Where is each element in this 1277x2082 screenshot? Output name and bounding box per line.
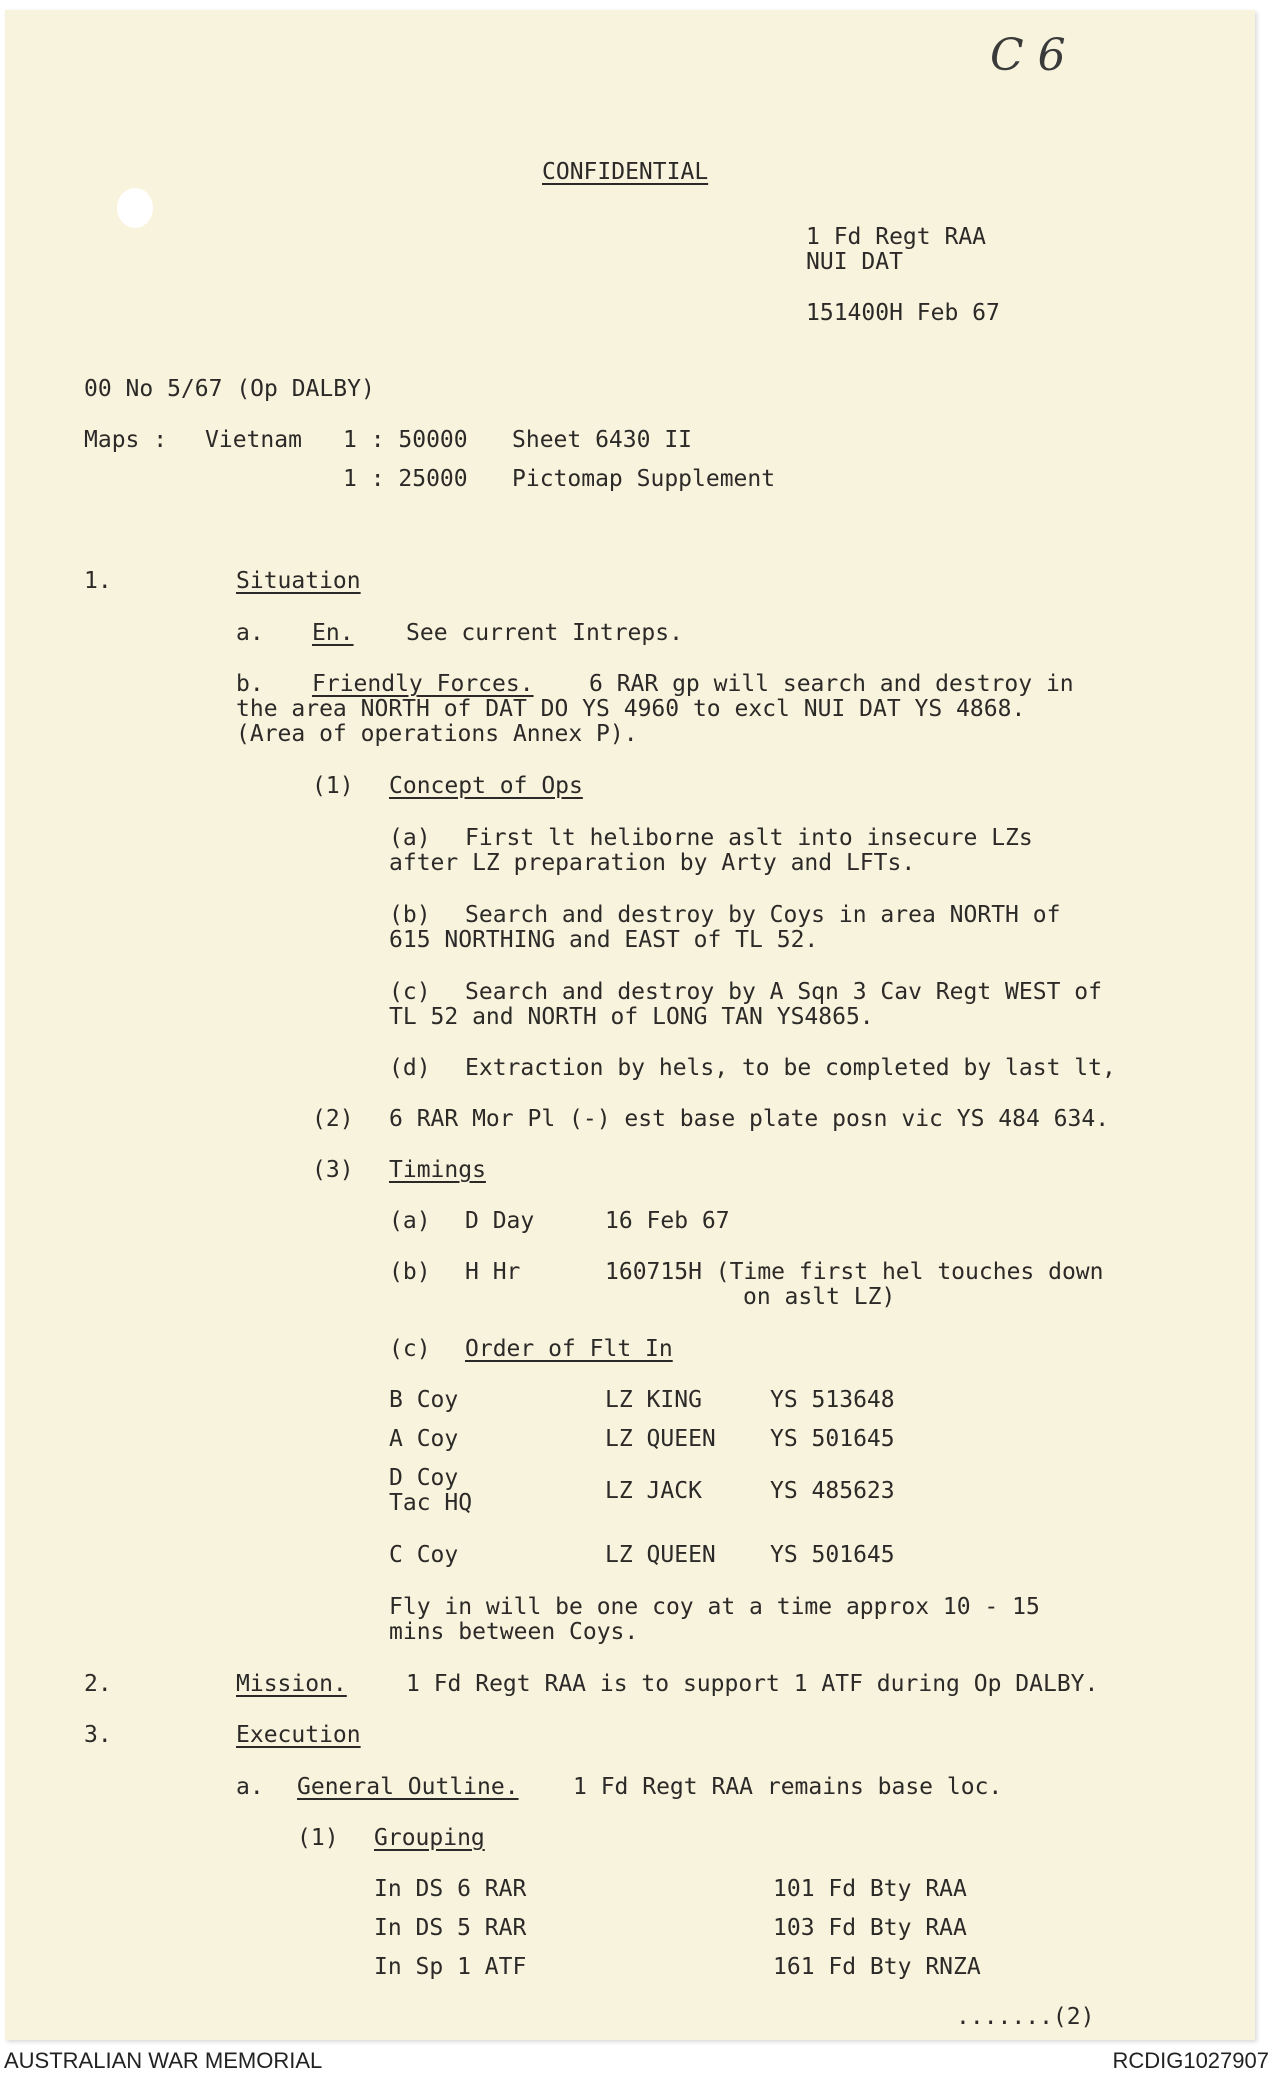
grouping-role: In Sp 1 ATF [374, 1954, 527, 1980]
friendly-forces-text: the area NORTH of DAT DO YS 4960 to excl NUI DAT YS 4868. [236, 696, 1026, 722]
sub-number: (3) [312, 1157, 354, 1183]
grouping-role: In DS 5 RAR [374, 1915, 527, 1941]
mission-heading: Mission. [236, 1671, 347, 1697]
para-number: 3. [84, 1722, 112, 1748]
timing-value: on aslt LZ) [743, 1284, 896, 1310]
order-number: 00 No 5/67 (Op DALBY) [84, 376, 375, 402]
friendly-forces-text: 6 RAR gp will search and destroy in [589, 671, 1074, 697]
timing-label: H Hr [465, 1259, 521, 1285]
classification-heading: CONFIDENTIAL [542, 159, 709, 185]
grouping-battery: 161 Fd Bty RNZA [773, 1954, 981, 1980]
sub-letter: a. [236, 1774, 264, 1800]
continuation-marker: .......(2) [956, 2004, 1095, 2030]
map-description: Pictomap Supplement [512, 466, 776, 492]
grouping-role: In DS 6 RAR [374, 1876, 527, 1902]
unit-line-1: 1 Fd Regt RAA [806, 224, 987, 250]
para-number: 1. [84, 568, 112, 594]
concept-heading: Concept of Ops [389, 773, 583, 799]
flight-unit: Tac HQ [389, 1490, 473, 1516]
maps-label: Maps : [84, 427, 168, 453]
enemy-text: See current Intreps. [406, 620, 683, 646]
map-description: Sheet 6430 II [512, 427, 693, 453]
concept-item-text: TL 52 and NORTH of LONG TAN YS4865. [389, 1004, 874, 1030]
friendly-forces-text: (Area of operations Annex P). [236, 721, 638, 747]
mission-text: 1 Fd Regt RAA is to support 1 ATF during Op DALBY. [406, 1671, 1099, 1697]
flight-unit: B Coy [389, 1387, 459, 1413]
sub-number: (1) [312, 773, 354, 799]
flight-unit: A Coy [389, 1426, 459, 1452]
execution-heading: Execution [236, 1722, 361, 1748]
sub-number: (1) [297, 1825, 339, 1851]
flight-order-heading: Order of Flt In [465, 1336, 673, 1362]
sub-letter: a. [236, 620, 264, 646]
timing-value: 16 Feb 67 [605, 1208, 730, 1234]
flight-grid: YS 513648 [770, 1387, 895, 1413]
timing-value: 160715H (Time first hel touches down [605, 1259, 1104, 1285]
flight-lz: LZ QUEEN [605, 1426, 716, 1452]
handwritten-reference: C 6 [990, 30, 1066, 81]
maps-country: Vietnam [205, 427, 302, 453]
item-id: (d) [389, 1055, 431, 1081]
mortar-text: 6 RAR Mor Pl (-) est base plate posn vic YS 484 634. [389, 1106, 1110, 1132]
footer-source: AUSTRALIAN WAR MEMORIAL [4, 2048, 323, 2073]
enemy-label: En. [312, 620, 354, 646]
grouping-battery: 101 Fd Bty RAA [773, 1876, 967, 1902]
item-id: (a) [389, 1208, 431, 1234]
flight-note: mins between Coys. [389, 1619, 639, 1645]
item-id: (c) [389, 979, 431, 1005]
situation-heading: Situation [236, 568, 361, 594]
timings-heading: Timings [389, 1157, 486, 1183]
grouping-heading: Grouping [374, 1825, 485, 1851]
general-outline-label: General Outline. [297, 1774, 519, 1800]
general-outline-text: 1 Fd Regt RAA remains base loc. [573, 1774, 1003, 1800]
flight-lz: LZ JACK [605, 1478, 702, 1504]
grouping-battery: 103 Fd Bty RAA [773, 1915, 967, 1941]
item-id: (c) [389, 1336, 431, 1362]
punch-hole [117, 188, 153, 228]
sub-letter: b. [236, 671, 264, 697]
item-id: (b) [389, 902, 431, 928]
timing-label: D Day [465, 1208, 535, 1234]
flight-unit: C Coy [389, 1542, 459, 1568]
friendly-forces-label: Friendly Forces. [312, 671, 534, 697]
unit-line-2: NUI DAT [806, 249, 903, 275]
flight-grid: YS 501645 [770, 1542, 895, 1568]
flight-lz: LZ KING [605, 1387, 702, 1413]
footer-id: RCDIG1027907 [1112, 2048, 1269, 2073]
concept-item-text: First lt heliborne aslt into insecure LZs [465, 825, 1033, 851]
map-scale: 1 : 25000 [343, 466, 468, 492]
sub-number: (2) [312, 1106, 354, 1132]
concept-item-text: Search and destroy by A Sqn 3 Cav Regt WEST of [465, 979, 1102, 1005]
date-time-group: 151400H Feb 67 [806, 300, 1000, 326]
item-id: (a) [389, 825, 431, 851]
flight-note: Fly in will be one coy at a time approx 10 - 15 [389, 1594, 1040, 1620]
concept-item-text: after LZ preparation by Arty and LFTs. [389, 850, 916, 876]
concept-item-text: Search and destroy by Coys in area NORTH of [465, 902, 1061, 928]
para-number: 2. [84, 1671, 112, 1697]
flight-grid: YS 485623 [770, 1478, 895, 1504]
flight-unit: D Coy [389, 1465, 459, 1491]
flight-grid: YS 501645 [770, 1426, 895, 1452]
concept-item-text: Extraction by hels, to be completed by last lt, [465, 1055, 1116, 1081]
map-scale: 1 : 50000 [343, 427, 468, 453]
concept-item-text: 615 NORTHING and EAST of TL 52. [389, 927, 819, 953]
item-id: (b) [389, 1259, 431, 1285]
flight-lz: LZ QUEEN [605, 1542, 716, 1568]
